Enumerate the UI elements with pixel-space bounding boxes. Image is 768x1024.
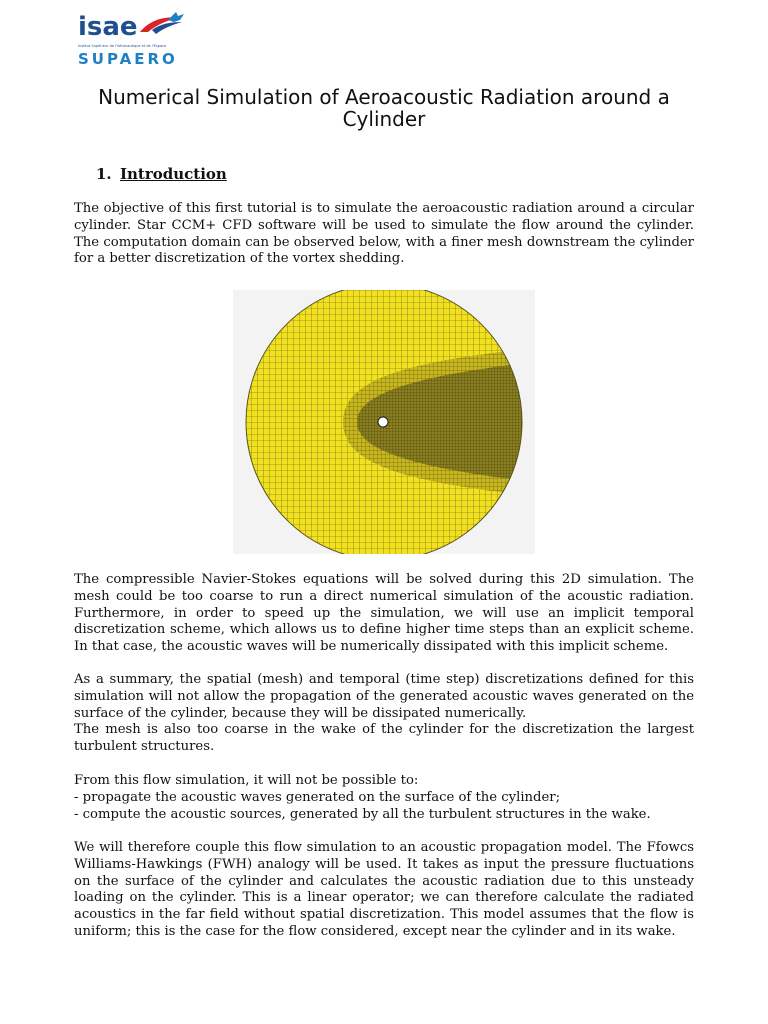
- cylinder-marker: [378, 417, 388, 427]
- paragraph-intro: The objective of this first tutorial is to simulate the aeroacoustic radiation around a circular cylinder. Star CCM+ CFD software will be used to simulate the flow around the cylinder. The computation domain can be observed below, with a finer mesh downstream the cylinder for a better discretization of the vortex shedding.: [74, 201, 694, 267]
- logo-supaero-text: SUPAERO: [78, 50, 178, 68]
- logo-bird-icon: [138, 10, 188, 42]
- document-title: Numerical Simulation of Aeroacoustic Radiation around a Cylinder: [98, 85, 670, 131]
- limitation-item-2: - compute the acoustic sources, generated by all the turbulent structures in the wake.: [74, 806, 651, 822]
- logo-isae-text: isae: [78, 12, 138, 42]
- section-title: Introduction: [120, 165, 227, 183]
- mesh-figure: [233, 290, 535, 554]
- limitations-intro: From this flow simulation, it will not be possible to:: [74, 773, 419, 788]
- section-number: 1.: [96, 165, 112, 183]
- summary-text: As a summary, the spatial (mesh) and temporal (time step) discretizations defined for this simulation will not allow the propagation of the generated acoustic waves generated on the surface of the cylinder, because they will be dissipated numerically.: [74, 672, 694, 721]
- paragraph-summary: [74, 672, 694, 756]
- logo-subline: Institut Supérieur de l'Aéronautique et de l'Espace: [78, 44, 167, 48]
- section-heading: [96, 165, 227, 183]
- paragraph-navier-stokes: The compressible Navier-Stokes equations will be solved during this 2D simulation. The mesh could be too coarse to run a direct numerical simulation of the acoustic radiation. Furthermore, in order to speed up the simulation, we will use an implicit temporal discretization scheme, which allows us to define higher time steps than an explicit scheme. In that case, the acoustic waves will be numerically dissipated with this implicit scheme.: [74, 572, 694, 655]
- mesh-domain-image: [233, 290, 535, 554]
- paragraph-limitations: [74, 773, 694, 823]
- paragraph-fwh: We will therefore couple this flow simulation to an acoustic propagation model. The Ffowcs Williams-Hawkings (FWH) analogy will be used. It takes as input the pressure fluctuations on the surface of the cylinder and calculates the acoustic radiation due to this unsteady loading on the cylinder. This is a linear operator; we can therefore calculate the radiated acoustics in the far field without spatial discretization. This model assumes that the flow is uniform; this is the case for the flow considered, except near the cylinder and in its wake.: [74, 840, 694, 939]
- mesh-coarse-text: The mesh is also too coarse in the wake of the cylinder for the discretization the largest turbulent structures.: [74, 722, 694, 755]
- limitation-item-1: - propagate the acoustic waves generated on the surface of the cylinder;: [74, 789, 561, 805]
- isae-supaero-logo: [76, 10, 190, 68]
